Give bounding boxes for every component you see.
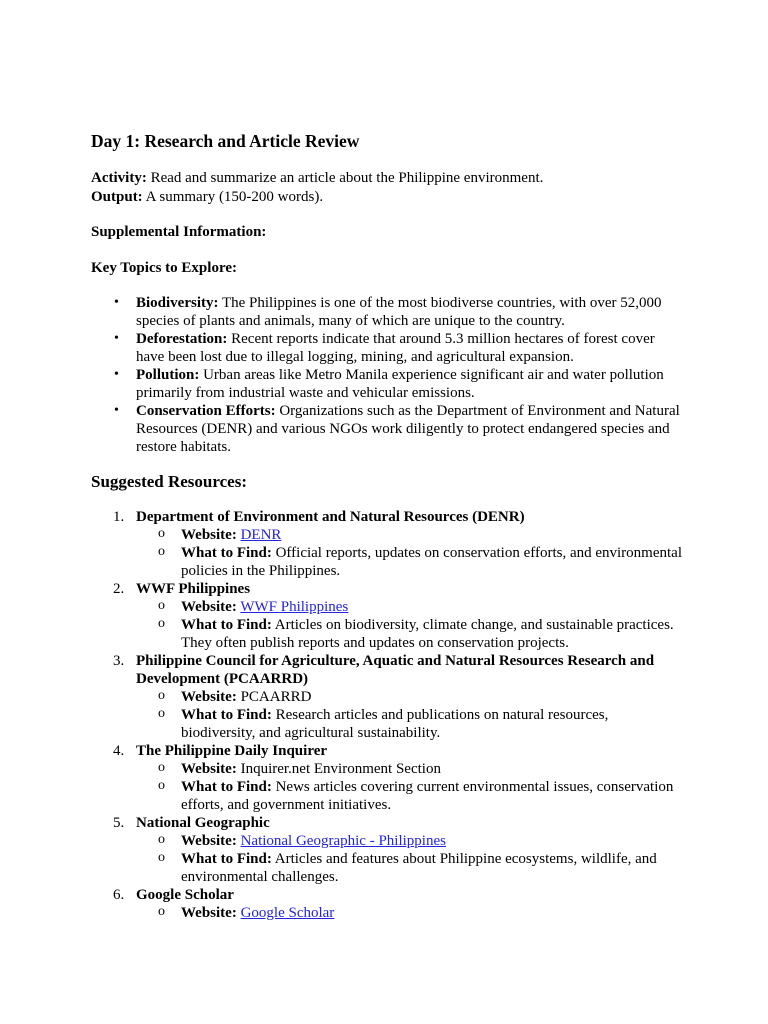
sub-bullet-icon: o bbox=[158, 832, 165, 847]
sub-item: o What to Find: Research articles and publications on natural resources, biodiversity, and agricultural sustainability. bbox=[158, 706, 609, 741]
activity-label: Activity: bbox=[91, 170, 147, 186]
resource-item: 5. National Geographic o Website: National Geographic - Philippines o What to Find: Articles and features about Philippine ecosystems, wildlife, and environmental challenges. bbox=[91, 814, 688, 886]
sub-item: o Website: PCAARRD bbox=[158, 688, 312, 705]
key-topics-heading: Key Topics to Explore: bbox=[91, 259, 237, 276]
sub-bullet-icon: o bbox=[158, 850, 165, 865]
sub-bullet-icon: o bbox=[158, 904, 165, 919]
pcaarrd-website-text: PCAARRD bbox=[240, 689, 312, 705]
output-text: A summary (150-200 words). bbox=[142, 188, 324, 205]
suggested-resources-heading: Suggested Resources: bbox=[91, 472, 247, 491]
sub-item: o What to Find: News articles covering current environmental issues, conservation efforts, and government initiatives. bbox=[158, 778, 674, 813]
inquirer-website-text: Inquirer.net Environment Section bbox=[240, 761, 441, 777]
list-item: • Biodiversity: The Philippines is one of the most biodiverse countries, with over 52,000 species of plants and animals, many of which are unique to the country. bbox=[114, 295, 662, 329]
supplemental-heading: Supplemental Information: bbox=[91, 224, 267, 240]
resource-name: Department of Environment and Natural Resources (DENR) bbox=[136, 509, 525, 525]
resource-name: WWF Philippines bbox=[136, 581, 251, 597]
bullet-icon: • bbox=[114, 295, 119, 310]
sub-bullet-icon: o bbox=[158, 526, 165, 541]
key-topics-list bbox=[91, 294, 688, 456]
resource-item: 4. The Philippine Daily Inquirer o Website: Inquirer.net Environment Section o What to Find: News articles covering current environmental issues, conservation efforts, and government initiatives. bbox=[91, 742, 688, 814]
sub-bullet-icon: o bbox=[158, 760, 165, 775]
resource-name: The Philippine Daily Inquirer bbox=[136, 743, 328, 759]
sub-bullet-icon: o bbox=[158, 544, 165, 559]
bullet-icon: • bbox=[114, 367, 119, 382]
activity-line bbox=[91, 169, 688, 188]
resource-item: 1. Department of Environment and Natural Resources (DENR) o Website: DENR o What to Find: Official reports, updates on conservation efforts, and environmental policies in the Philippines. bbox=[91, 508, 688, 580]
list-item: • Conservation Efforts: Organizations such as the Department of Environment and Natural Resources (DENR) and various NGOs work diligently to protect endangered species and restore habitats. bbox=[114, 403, 680, 455]
sub-item: o Website: Google Scholar bbox=[158, 904, 335, 921]
natgeo-link[interactable]: National Geographic - Philippines bbox=[240, 833, 446, 849]
sub-item: o What to Find: Articles and features about Philippine ecosystems, wildlife, and environmental challenges. bbox=[158, 850, 657, 885]
sub-item: o What to Find: Official reports, updates on conservation efforts, and environmental policies in the Philippines. bbox=[158, 544, 682, 579]
list-item: • Deforestation: Recent reports indicate that around 5.3 million hectares of forest cover have been lost due to illegal logging, mining, and agricultural expansion. bbox=[114, 331, 655, 365]
sub-bullet-icon: o bbox=[158, 616, 165, 631]
resources-list bbox=[91, 508, 688, 922]
sub-bullet-icon: o bbox=[158, 598, 165, 613]
bullet-icon: • bbox=[114, 331, 119, 346]
bullet-icon: • bbox=[114, 403, 119, 418]
resource-item: 3. Philippine Council for Agriculture, Aquatic and Natural Resources Research and Development (PCAARRD) o Website: PCAARRD o What to Find: Research articles and publications on natural resources, biodiversity, and agricultural sustainability. bbox=[91, 652, 688, 742]
google-scholar-link[interactable]: Google Scholar bbox=[240, 905, 335, 921]
sub-item: o Website: WWF Philippines bbox=[158, 598, 349, 615]
sub-bullet-icon: o bbox=[158, 688, 165, 703]
wwf-link[interactable]: WWF Philippines bbox=[240, 599, 349, 615]
sub-item: o Website: Inquirer.net Environment Section bbox=[158, 760, 441, 777]
resource-item: 2. WWF Philippines o Website: WWF Philippines o What to Find: Articles on biodiversity, climate change, and sustainable practices. They often publish reports and updates on conservation projects. bbox=[91, 580, 688, 652]
resource-name: Philippine Council for Agriculture, Aquatic and Natural Resources Research and Development (PCAARRD) bbox=[136, 653, 655, 687]
sub-bullet-icon: o bbox=[158, 706, 165, 721]
page-title: Day 1: Research and Article Review bbox=[91, 131, 360, 151]
output-label: Output: bbox=[91, 188, 143, 205]
resource-item: 6. Google Scholar o Website: Google Scholar bbox=[91, 886, 688, 922]
denr-link[interactable]: DENR bbox=[240, 527, 282, 543]
resource-name: National Geographic bbox=[136, 815, 270, 831]
resource-name: Google Scholar bbox=[136, 887, 234, 903]
list-item: • Pollution: Urban areas like Metro Manila experience significant air and water pollution primarily from industrial waste and vehicular emissions. bbox=[114, 367, 664, 401]
sub-bullet-icon: o bbox=[158, 778, 165, 793]
output-line bbox=[91, 188, 688, 207]
sub-item: o Website: National Geographic - Philippines bbox=[158, 832, 446, 849]
sub-item: o Website: DENR bbox=[158, 526, 282, 543]
sub-item: o What to Find: Articles on biodiversity, climate change, and sustainable practices. They often publish reports and updates on conservation projects. bbox=[158, 616, 674, 651]
activity-text: Read and summarize an article about the Philippine environment. bbox=[146, 170, 544, 186]
